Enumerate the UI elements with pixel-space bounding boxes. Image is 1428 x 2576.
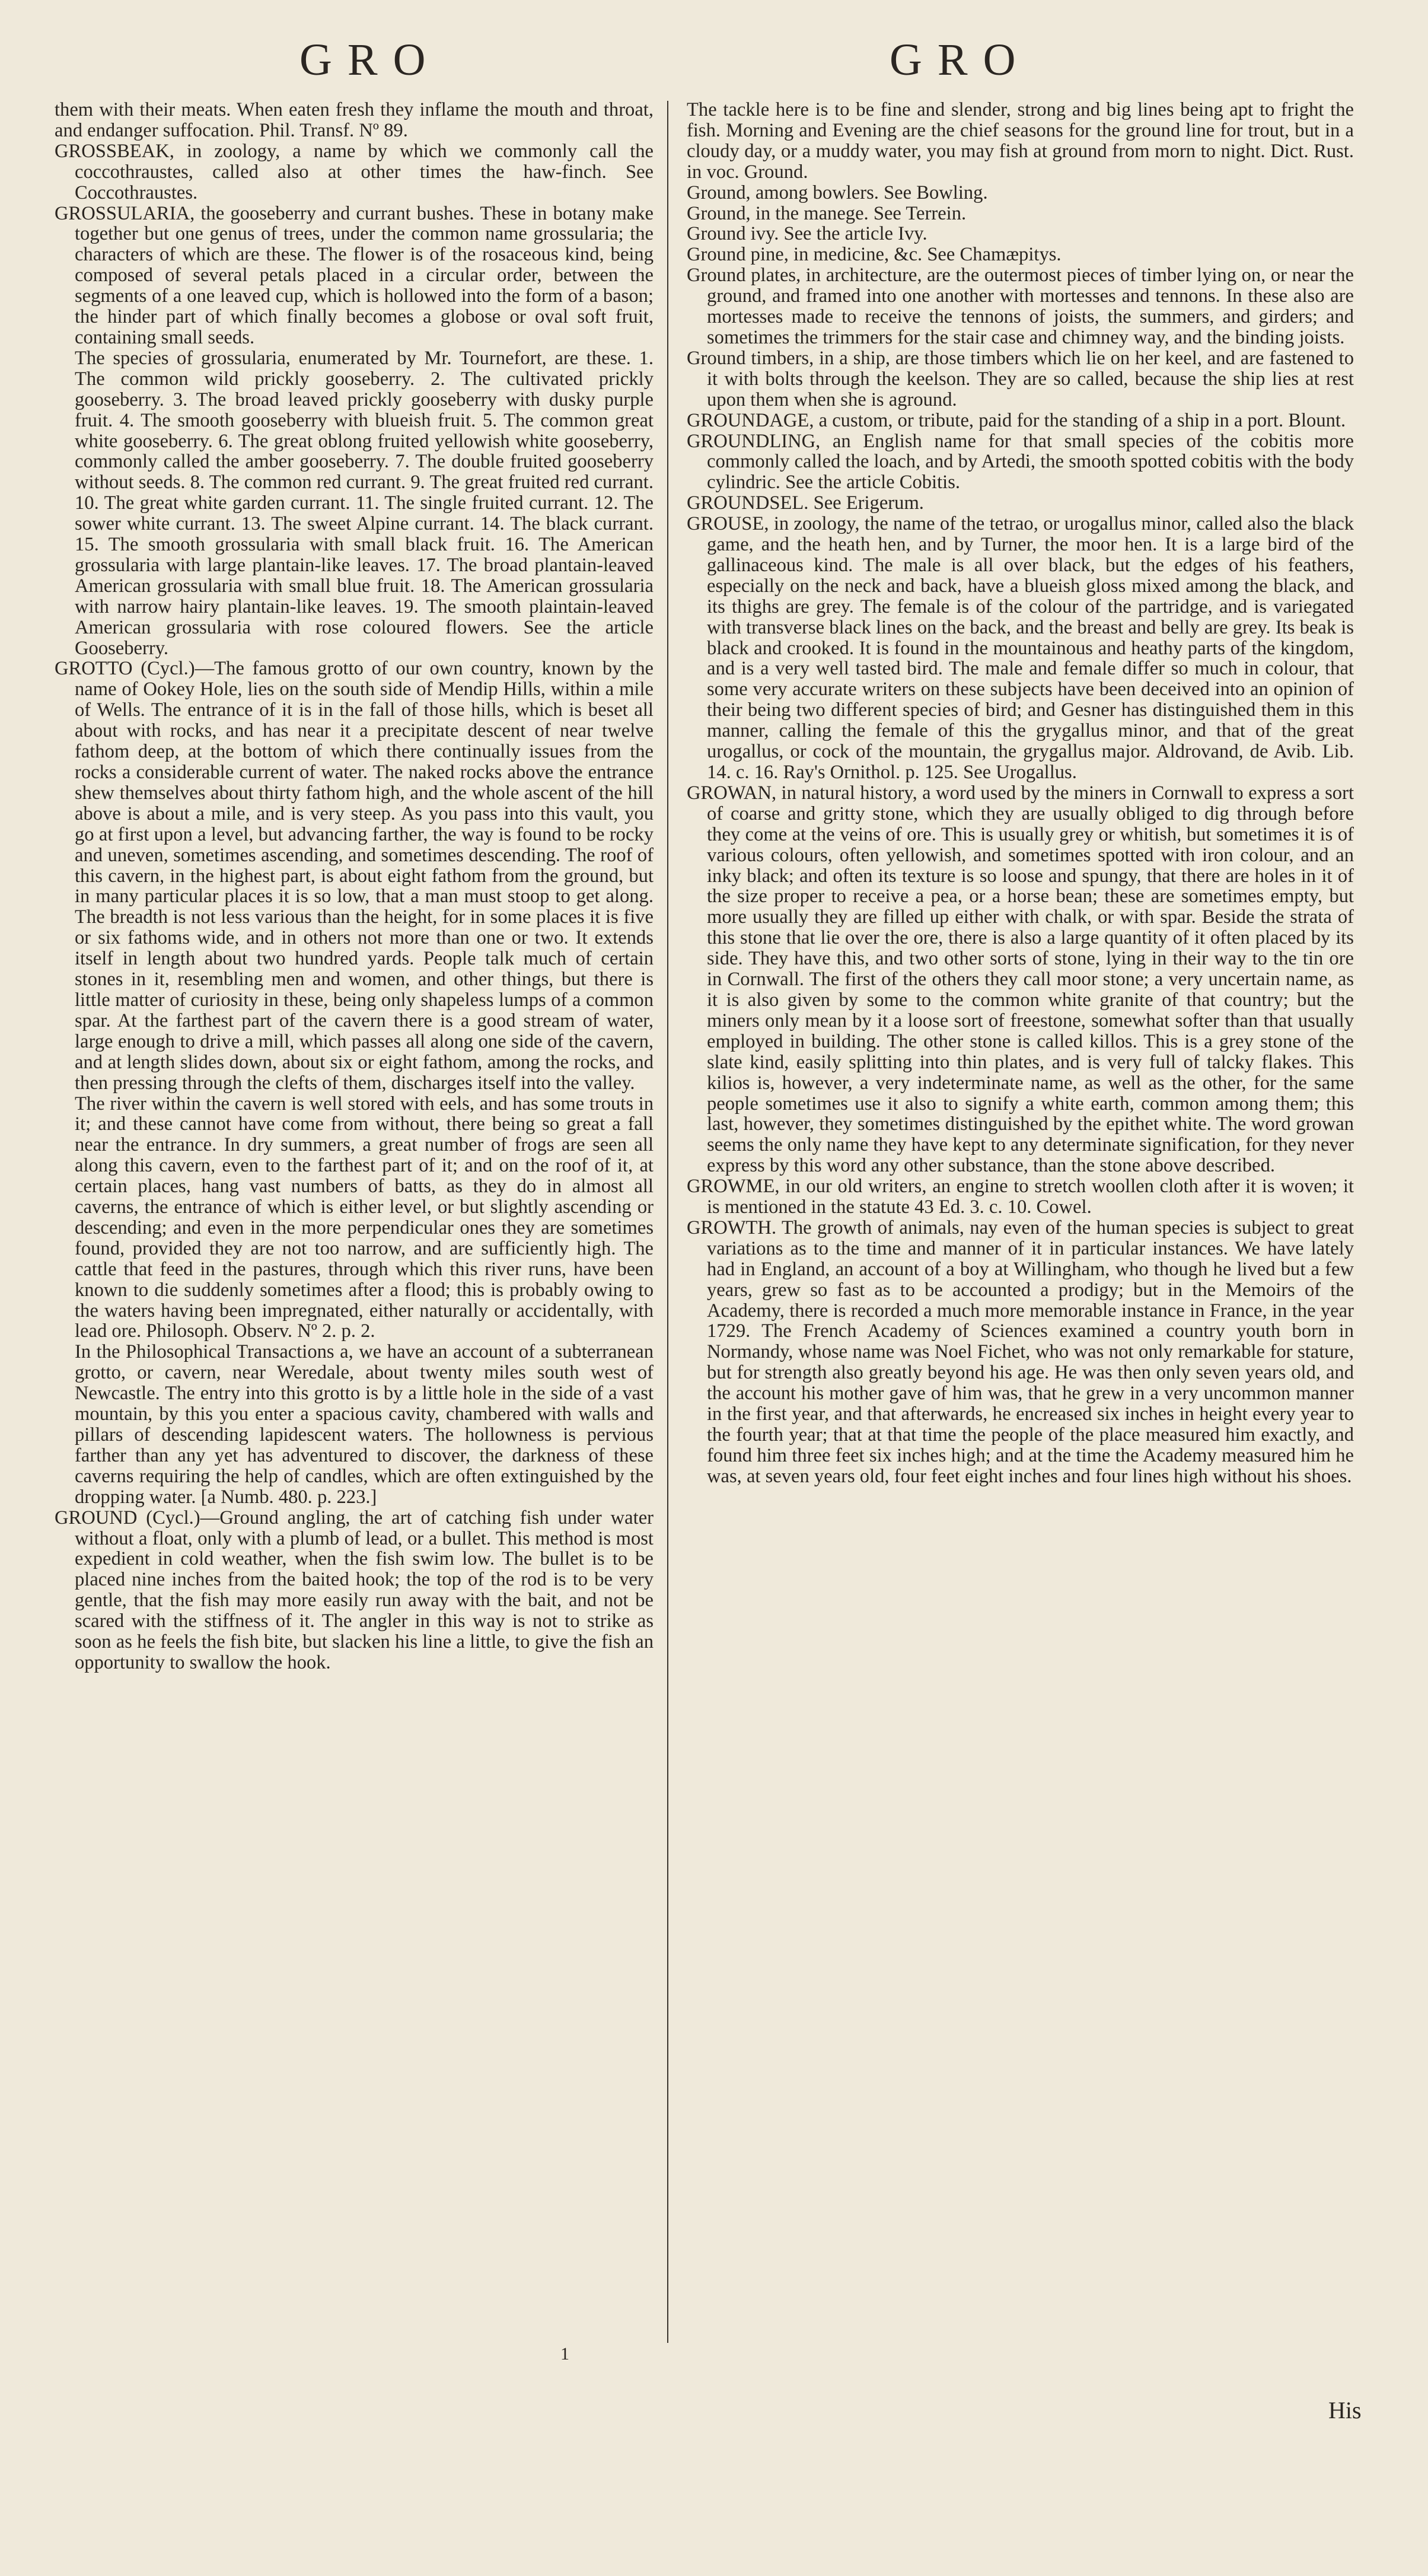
- entry-text: GROUNDLING, an English name for that small species of the cobitis more commonly called the loach, and by Artedi, the smooth spotted cobitis with the body cylindric. See the article Cobitis.: [687, 430, 1354, 493]
- entry-text: Ground pine, in medicine, &c. See Chamæpitys.: [687, 244, 1062, 266]
- entry-text: In the Philosophical Transactions a, we have an account of a subterranean grotto, or cavern, near Weredale, about twenty miles south west of Newcastle. The entry into this grotto is by a little hole in the side of a vast mountain, by this you enter a spacious cavity, chambered with walls and pillars of descending lapidescent waters. The hollowness is pervious farther than any yet has adventured to discover, the darkness of these caverns requiring the help of candles, which are often extinguished by the dropping water. [a Numb. 480. p. 223.]: [75, 1341, 654, 1508]
- left-column: [55, 100, 654, 1673]
- column-rule: [667, 101, 668, 2343]
- entry-text: GROTTO (Cycl.)—The famous grotto of our own country, known by the name of Ookey Hole, lies on the south side of Mendip Hills, within a mile of Wells. The entrance of it is in the fall of those hills, which is beset all about with rocks, and has near it a precipitate descent of near twelve fathom deep, at the bottom of which there continually issues from the rocks a considerable current of water. The naked rocks above the entrance shew themselves about thirty fathom high, and the whole ascent of the hill above is about a mile, and is very steep. As you pass into this vault, you go at first upon a level, but advancing farther, the way is found to be rocky and uneven, sometimes ascending, and sometimes descending. The roof of this cavern, in the highest part, is about eight fathom from the ground, but in many particular places it is so low, that a man must stoop to get along. The breadth is not less various than the height, for in some places it is five or six fathoms wide, and in others not more than one or two. It extends itself in length about two hundred yards. People talk much of certain stones in it, resembling men and women, and other things, but there is little matter of curiosity in these, being only shapeless lumps of a common spar. At the farthest part of the cavern there is a good stream of water, large enough to drive a mill, which passes all along one side of the cavern, and at length slides down, about six or eight fathom, among the rocks, and then pressing through the clefts of them, discharges itself into the valley.: [55, 658, 654, 1094]
- entry-text: Ground, among bowlers. See Bowling.: [687, 182, 988, 203]
- entry-text: Ground ivy. See the article Ivy.: [687, 223, 927, 245]
- running-head-right: GRO: [890, 35, 1031, 85]
- right-column: [687, 100, 1354, 1487]
- entry-text: GROWAN, in natural history, a word used by the miners in Cornwall to express a sort of coarse and gritty stone, which they are usually obliged to dig through before they come at the veins of ore. This is usually grey or whitish, but sometimes it is of various colours, often yellowish, and sometimes spotted with iron colour, and an inky black; and often its texture is so loose and spungy, that there are holes in it of the size proper to receive a pea, or a horse bean; these are sometimes empty, but more usually they are filled up either with chalk, or with spar. Beside the strata of this stone that lie over the ore, there is also a large quantity of it often placed by its side. They have this, and two other sorts of stone, lying in their way to the tin ore in Cornwall. The first of the others they call moor stone; a very uncertain name, as it is also given by some to the common white granite of that country; but the miners only mean by it a loose sort of freestone, somewhat softer than that usually employed in building. The other stone is called killos. This is a grey stone of the slate kind, easily splitting into thin plates, and is very full of talcky flakes. This kilios is, however, a very indeterminate name, as well as the other, for the same people sometimes use it also to signify a white earth, common among them; this last, however, they sometimes distinguished by the epithet white. The word growan seems the only name they have kept to any determinate signification, for they never express by this word any other substance, than the stone above described.: [687, 782, 1354, 1177]
- entry-text: Ground timbers, in a ship, are those timbers which lie on her keel, and are fastened to it with bolts through the keelson. They are so called, because the ship lies at rest upon them when she is aground.: [687, 347, 1354, 410]
- running-head: [0, 23, 1428, 94]
- signature-mark: 1: [560, 2344, 569, 2364]
- entry-text: GROUND (Cycl.)—Ground angling, the art of catching fish under water without a float, only with a plumb of lead, or a bullet. This method is most expedient in cold weather, when the fish swim low. The bullet is to be placed nine inches from the baited hook; the top of the rod is to be very gentle, that the fish may more easily run away with the bait, and not be scared with the stiffness of it. The angler in this way is not to strike as soon as he feels the fish bite, but slacken his line a little, to give the fish an opportunity to swallow the hook.: [55, 1507, 654, 1673]
- entry-text: GROWTH. The growth of animals, nay even of the human species is subject to great variations as to the time and manner of it in particular instances. We have lately had in England, an account of a boy at Willingham, who though he lived but a few years, grew so fast as to be accounted a prodigy; but in the Memoirs of the Academy, there is recorded a much more memorable instance in France, in the year 1729. The French Academy of Sciences examined a country youth born in Normandy, whose name was Noel Fichet, who was not only remarkable for stature, but for strength also greatly beyond his age. He was then only seven years old, and the account his mother gave of him was, that he grew in a very uncommon manner in the first year, and that afterwards, he encreased six inches in height every year to the fourth year; that at that time the people of the place measured him exactly, and found him three feet six inches high; and at the time the Academy measured him he was, at seven years old, four feet eight inches and four lines high without his shoes.: [687, 1217, 1354, 1487]
- catchword: His: [1328, 2397, 1362, 2424]
- entry-text: them with their meats. When eaten fresh they inflame the mouth and throat, and endanger suffocation. Phil. Transf. Nº 89.: [55, 99, 654, 141]
- entry-text: Ground, in the manege. See Terrein.: [687, 202, 967, 224]
- entry-text: The river within the cavern is well stored with eels, and has some trouts in it; and these cannot have come from without, there being so great a fall near the entrance. In dry summers, a great number of frogs are seen all along this cavern, even to the farthest part of it; and on the roof of it, at certain places, hang vast numbers of batts, as they do in almost all caverns, the entrance of which is either level, or but slightly ascending or descending; and even in the more perpendicular ones they are sometimes found, provided they are not too narrow, and are sufficiently high. The cattle that feed in the pastures, through which this river runs, have been known to die suddenly sometimes after a flood; this is probably owing to the waters having been impregnated, either naturally or accidentally, with lead ore. Philosoph. Observ. Nº 2. p. 2.: [75, 1093, 654, 1342]
- entry-text: The tackle here is to be fine and slender, strong and big lines being apt to fright the fish. Morning and Evening are the chief seasons for the ground line for trout, but in a cloudy day, or a muddy water, you may fish at ground from morn to night. Dict. Rust. in voc. Ground.: [687, 99, 1354, 183]
- entry-text: GROSSULARIA, the gooseberry and currant bushes. These in botany make together but one genus of trees, under the common name grossularia; the characters of which are these. The flower is of the rosaceous kind, being composed of several petals placed in a circular order, between the segments of a one leaved cup, which is hollowed into the form of a bason; the hinder part of which finally becomes a globose or oval soft fruit, containing small seeds.: [55, 202, 654, 348]
- entry-text: GROSSBEAK, in zoology, a name by which we commonly call the coccothraustes, called also at other times the haw-finch. See Coccothraustes.: [55, 140, 654, 203]
- entry-text: GROUNDSEL. See Erigerum.: [687, 492, 924, 514]
- entry-text: GROWME, in our old writers, an engine to stretch woollen cloth after it is woven; it is mentioned in the statute 43 Ed. 3. c. 10. Cowel.: [687, 1176, 1354, 1218]
- entry-text: The species of grossularia, enumerated by Mr. Tournefort, are these. 1. The common wild prickly gooseberry. 2. The cultivated prickly gooseberry. 3. The broad leaved prickly gooseberry with dusky purple fruit. 4. The smooth gooseberry with blueish fruit. 5. The common great white gooseberry. 6. The great oblong fruited yellowish white gooseberry, commonly called the amber gooseberry. 7. The double fruited gooseberry without seeds. 8. The common red currant. 9. The great fruited red currant. 10. The great white garden currant. 11. The single fruited currant. 12. The sower white currant. 13. The sweet Alpine currant. 14. The black currant. 15. The smooth grossularia with small black fruit. 16. The American grossularia with large plantain-like leaves. 17. The broad plantain-leaved American grossularia with small blue fruit. 18. The American grossularia with narrow hairy plantain-like leaves. 19. The smooth plaintain-leaved American grossularia with rose coloured flowers. See the article Gooseberry.: [75, 347, 654, 659]
- entry-text: Ground plates, in architecture, are the outermost pieces of timber lying on, or near the ground, and framed into one another with mortesses and tennons. In these also are mortesses made to receive the tennons of joists, the summers, and girders; and sometimes the trimmers for the stair case and chimney way, and the binding joists.: [687, 265, 1354, 348]
- entry-text: GROUNDAGE, a custom, or tribute, paid for the standing of a ship in a port. Blount.: [687, 409, 1346, 431]
- running-head-left: GRO: [299, 35, 441, 85]
- entry-text: GROUSE, in zoology, the name of the tetrao, or urogallus minor, called also the black game, and the heath hen, and by Turner, the moor hen. It is a large bird of the gallinaceous kind. The male is all over black, but the edges of his feathers, especially on the neck and back, have a blueish gloss mixed among the black, and its thighs are grey. The female is of the colour of the partridge, and is variegated with transverse black lines on the back, and the breast and belly are grey. Its beak is black and crooked. It is found in the mountainous and heathy parts of the kingdom, and is a very well tasted bird. The male and female differ so much in colour, that some very accurate writers on these subjects have been deceived into an opinion of their being two different species of bird; and Gesner has distinguished them in this manner, calling the female of this the grygallus minor, and that of the great urogallus, or cock of the mountain, the grygallus major. Aldrovand, de Avib. Lib. 14. c. 16. Ray's Ornithol. p. 125. See Urogallus.: [687, 513, 1354, 783]
